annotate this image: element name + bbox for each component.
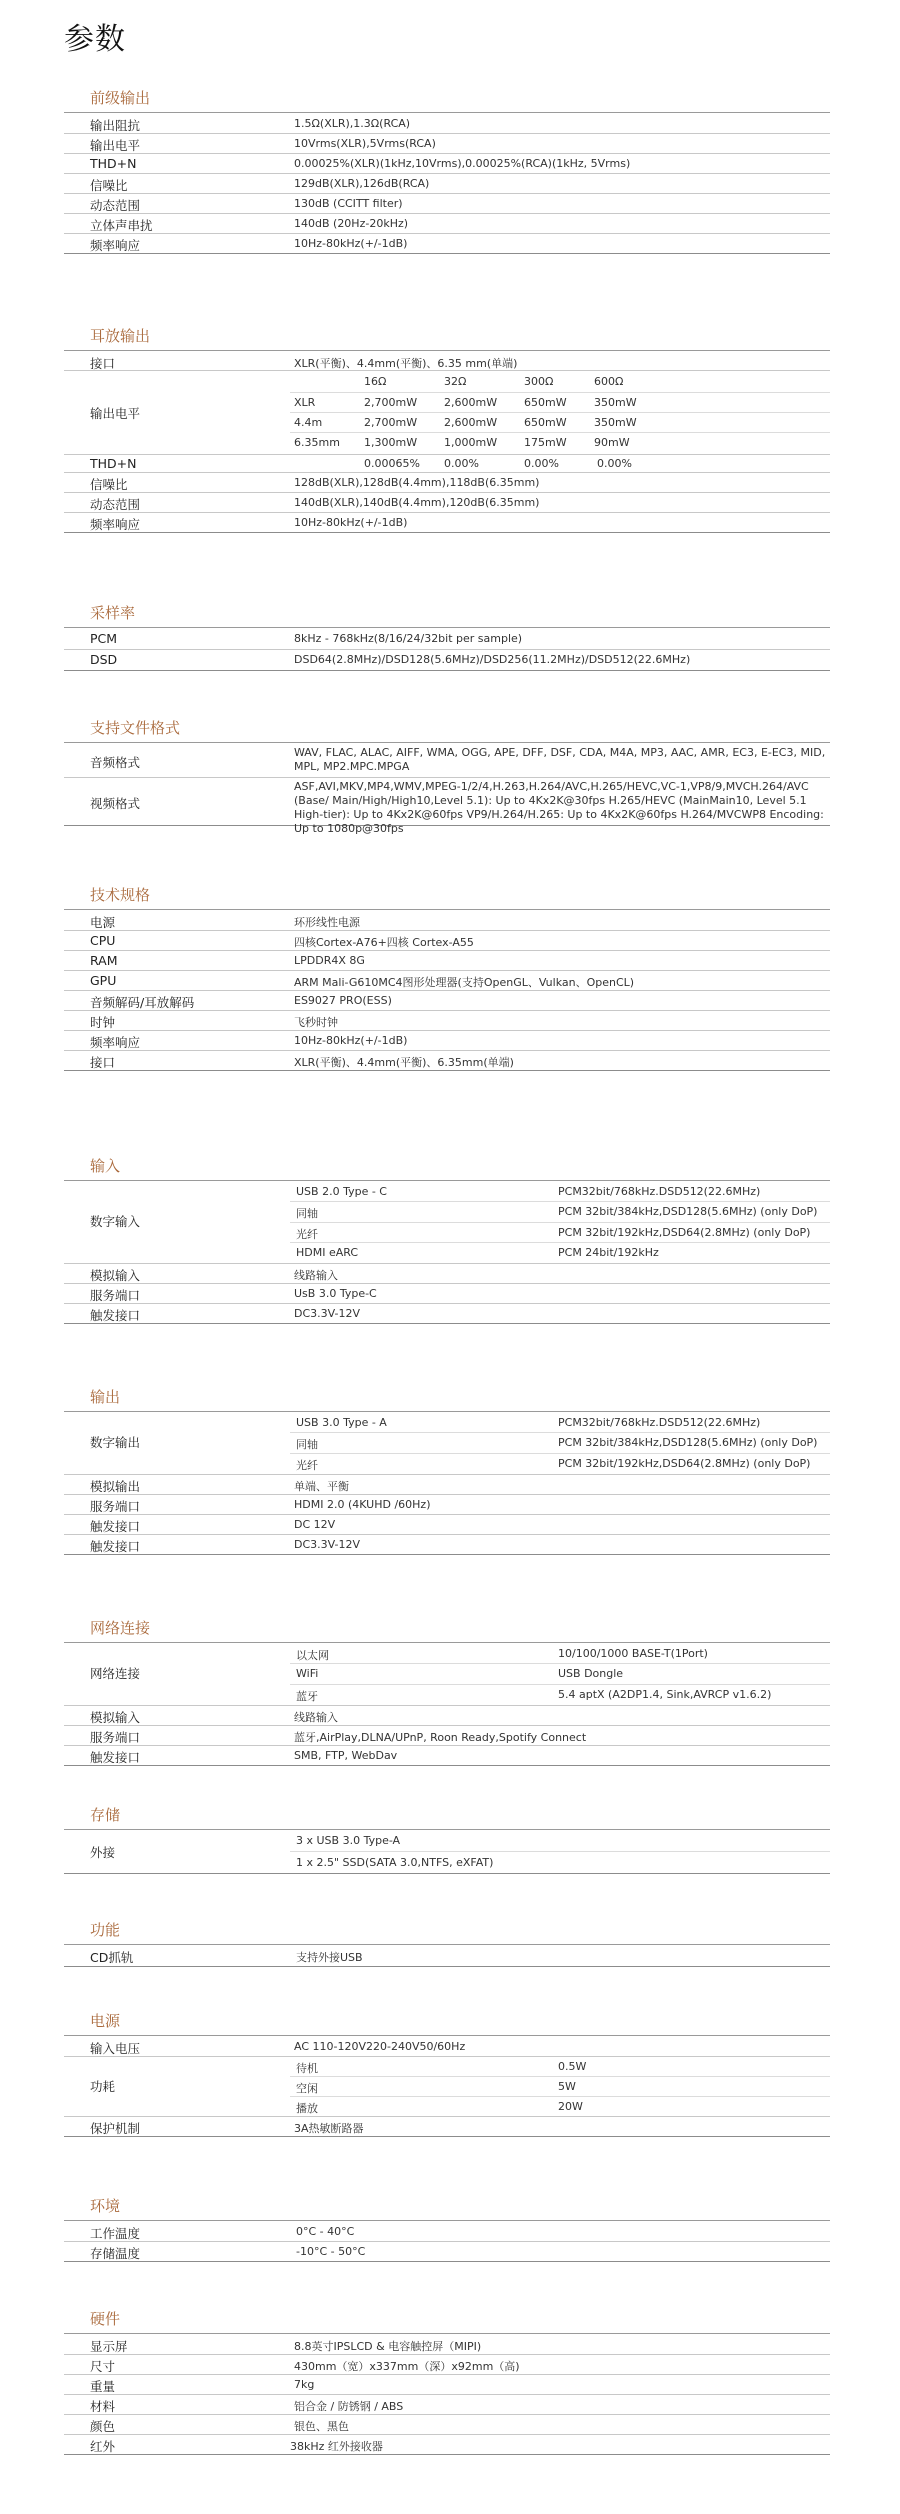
spec-row <box>64 1946 830 1967</box>
section-heading: 采样率 <box>90 604 136 622</box>
spec-label: 输出电平 <box>90 138 141 153</box>
spec-row <box>64 931 830 951</box>
spec-label: GPU <box>90 973 117 988</box>
power-mode: 播放 <box>296 2102 318 2115</box>
spec-row <box>64 2375 830 2395</box>
spec-value: 8kHz - 768kHz(8/16/24/32bit per sample) <box>294 632 523 645</box>
storage-group <box>64 1831 830 1874</box>
section-heading: 电源 <box>90 2012 121 2030</box>
spec-label: 功耗 <box>90 2079 116 2094</box>
table-header: 32Ω <box>444 375 467 388</box>
spec-value: DSD64(2.8MHz)/DSD128(5.6MHz)/DSD256(11.2MHz)/DSD512(22.6MHz) <box>294 653 691 666</box>
table-header: 300Ω <box>524 375 554 388</box>
spec-value: 线路输入 <box>294 1711 338 1724</box>
spec-value: 38kHz 红外接收器 <box>290 2440 383 2453</box>
spec-row <box>64 2242 830 2262</box>
spec-label: 服务端口 <box>90 1288 141 1303</box>
spec-value: 130dB (CCITT filter) <box>294 197 403 210</box>
spec-row <box>64 2222 830 2242</box>
power-watt: 20W <box>558 2100 583 2113</box>
port-name: USB 3.0 Type - A <box>296 1416 387 1429</box>
port-name: 同轴 <box>296 1438 318 1451</box>
spec-row <box>64 971 830 991</box>
spec-value: 单端、平衡 <box>294 1480 349 1493</box>
spec-value: 飞秒时钟 <box>294 1016 338 1029</box>
spec-value: 0°C - 40°C <box>296 2225 355 2238</box>
port-spec: PCM 32bit/384kHz,DSD128(5.6MHz) (only DoP) <box>558 1436 818 1449</box>
spec-label: 红外 <box>90 2439 116 2454</box>
spec-label: 尺寸 <box>90 2359 116 2374</box>
spec-label: PCM <box>90 631 118 646</box>
spec-row <box>64 991 830 1011</box>
spec-row <box>64 214 830 234</box>
table-cell: 350mW <box>594 396 637 409</box>
spec-row <box>64 513 830 533</box>
page-title: 参数 <box>64 22 126 57</box>
power-mode: 待机 <box>296 2062 318 2075</box>
spec-row <box>64 493 830 513</box>
spec-row <box>64 1051 830 1071</box>
spec-row <box>64 1304 830 1324</box>
output-level-table <box>64 371 830 455</box>
section-heading: 前级输出 <box>90 89 151 107</box>
spec-value: 10Hz-80kHz(+/-1dB) <box>294 516 408 529</box>
spec-value: 环形线性电源 <box>294 916 360 929</box>
port-name: 光纤 <box>296 1459 318 1472</box>
spec-value: 10Hz-80kHz(+/-1dB) <box>294 237 408 250</box>
spec-label: 输出阻抗 <box>90 118 141 133</box>
spec-value: DC 12V <box>294 1518 336 1531</box>
spec-value: -10°C - 50°C <box>296 2245 366 2258</box>
spec-value: XLR(平衡)、4.4mm(平衡)、6.35mm(单端) <box>294 1056 514 1069</box>
spec-value: 蓝牙,AirPlay,DLNA/UPnP, Roon Ready,Spotify Connect <box>294 1731 587 1744</box>
section-heading: 环境 <box>90 2197 121 2215</box>
digital-output-group <box>64 1413 830 1475</box>
spec-value: UsB 3.0 Type-C <box>294 1287 377 1300</box>
spec-row <box>64 744 830 778</box>
table-cell: 2,600mW <box>444 396 498 409</box>
spec-row <box>64 154 830 174</box>
network-name: 以太网 <box>296 1649 329 1662</box>
spec-label: 服务端口 <box>90 1730 141 1745</box>
spec-value: WAV, FLAC, ALAC, AIFF, WMA, OGG, APE, DFF, DSF, CDA, M4A, MP3, AAC, AMR, EC3, E-EC3, MID, MPL, MP2.MPC.MPGA <box>294 746 826 773</box>
spec-label: 数字输入 <box>90 1214 141 1229</box>
spec-label: 模拟输入 <box>90 1710 141 1725</box>
spec-row <box>64 1475 830 1495</box>
spec-label: 频率响应 <box>90 238 141 253</box>
spec-value: 128dB(XLR),128dB(4.4mm),118dB(6.35mm) <box>294 476 540 489</box>
spec-value: ES9027 PRO(ESS) <box>294 994 392 1007</box>
spec-row <box>64 1495 830 1515</box>
table-cell: 6.35mm <box>294 436 340 449</box>
spec-label: 模拟输出 <box>90 1479 141 1494</box>
spec-label: 材料 <box>90 2399 116 2414</box>
spec-label: 视频格式 <box>90 796 141 811</box>
network-spec: 5.4 aptX (A2DP1.4, Sink,AVRCP v1.6.2) <box>558 1688 772 1701</box>
spec-value: 0.00025%(XLR)(1kHz,10Vrms),0.00025%(RCA)(1kHz, 5Vrms) <box>294 157 631 170</box>
spec-value: 线路输入 <box>294 1269 338 1282</box>
spec-value: ASF,AVI,MKV,MP4,WMV,MPEG-1/2/4,H.263,H.264/AVC,H.265/HEVC,VC-1,VP8/9,MVCH.264/AVC (Base/ Main/High/High10,Level 5.1): Up to 4Kx2K@30fps H.265/HEVC (MainMain10, Level 5.1 High-tier): Up to 4Kx2K@60fps VP9/H.264/H.265: Up to 4Kx2K@60fps H.264/MVCWP8 Encoding: Up to 1080p@30fps <box>294 780 824 835</box>
spec-row <box>64 2435 830 2455</box>
table-cell: 0.00% <box>597 457 632 470</box>
spec-row <box>64 134 830 154</box>
section-heading: 输入 <box>90 1157 121 1175</box>
table-header: 16Ω <box>364 375 387 388</box>
network-name: WiFi <box>296 1667 319 1680</box>
spec-row <box>64 1011 830 1031</box>
spec-row <box>64 1515 830 1535</box>
port-spec: PCM 32bit/192kHz,DSD64(2.8MHz) (only DoP) <box>558 1226 811 1239</box>
spec-label: 立体声串扰 <box>90 218 153 233</box>
spec-value: 140dB (20Hz-20kHz) <box>294 217 409 230</box>
spec-row <box>64 352 830 371</box>
port-name: 光纤 <box>296 1228 318 1241</box>
section-heading: 存储 <box>90 1806 121 1824</box>
table-cell: 1,000mW <box>444 436 498 449</box>
spec-label: CPU <box>90 933 116 948</box>
network-spec: USB Dongle <box>558 1667 624 1680</box>
spec-label: 触发接口 <box>90 1308 141 1323</box>
section-heading: 技术规格 <box>90 886 151 904</box>
spec-label: 工作温度 <box>90 2226 141 2241</box>
spec-value: 140dB(XLR),140dB(4.4mm),120dB(6.35mm) <box>294 496 540 509</box>
digital-input-group <box>64 1182 830 1264</box>
spec-value: DC3.3V-12V <box>294 1307 361 1320</box>
section-environment <box>64 2195 830 2275</box>
spec-label: 频率响应 <box>90 1035 141 1050</box>
table-cell: 0.00065% <box>364 457 420 470</box>
section-tech-specs <box>64 884 830 1084</box>
table-cell: 2,600mW <box>444 416 498 429</box>
table-cell: 90mW <box>594 436 630 449</box>
spec-label: 外接 <box>90 1845 116 1860</box>
spec-label: 时钟 <box>90 1015 116 1030</box>
section-heading: 支持文件格式 <box>90 719 181 737</box>
spec-label: 保护机制 <box>90 2121 141 2136</box>
section-output <box>64 1386 830 1566</box>
spec-value: 3A热敏断路器 <box>294 2122 364 2135</box>
port-name: USB 2.0 Type - C <box>296 1185 387 1198</box>
spec-row <box>64 194 830 214</box>
spec-row <box>64 1284 830 1304</box>
spec-label: 触发接口 <box>90 1750 141 1765</box>
spec-label: 服务端口 <box>90 1499 141 1514</box>
storage-item: 1 x 2.5" SSD(SATA 3.0,NTFS, eXFAT) <box>296 1856 494 1869</box>
power-watt: 5W <box>558 2080 576 2093</box>
spec-label: 触发接口 <box>90 1539 141 1554</box>
spec-value: 10Hz-80kHz(+/-1dB) <box>294 1034 408 1047</box>
network-group <box>64 1644 830 1706</box>
port-spec: PCM 32bit/384kHz,DSD128(5.6MHz) (only DoP) <box>558 1205 818 1218</box>
spec-label: CD抓轨 <box>90 1950 134 1965</box>
spec-value: 8.8英寸IPSLCD & 电容触控屏（MIPI) <box>294 2340 482 2353</box>
section-input <box>64 1155 830 1335</box>
spec-row <box>64 1535 830 1555</box>
spec-row <box>64 2355 830 2375</box>
spec-label: 接口 <box>90 1055 116 1070</box>
spec-row <box>64 234 830 254</box>
spec-value: DC3.3V-12V <box>294 1538 361 1551</box>
spec-value: 支持外接USB <box>296 1951 363 1964</box>
spec-label: 触发接口 <box>90 1519 141 1534</box>
spec-row <box>64 2415 830 2435</box>
spec-label: 重量 <box>90 2379 116 2394</box>
spec-label: 存储温度 <box>90 2246 141 2261</box>
table-cell: 2,700mW <box>364 396 418 409</box>
port-name: HDMI eARC <box>296 1246 359 1259</box>
spec-label: 输入电压 <box>90 2041 141 2056</box>
spec-value: 129dB(XLR),126dB(RCA) <box>294 177 430 190</box>
spec-row <box>64 2037 830 2057</box>
spec-label: 信噪比 <box>90 178 128 193</box>
section-heading: 耳放输出 <box>90 327 151 345</box>
spec-label: 动态范围 <box>90 198 141 213</box>
spec-label: 显示屏 <box>90 2339 128 2354</box>
table-cell: 1,300mW <box>364 436 418 449</box>
spec-row <box>64 2335 830 2355</box>
spec-label: THD+N <box>90 456 137 471</box>
section-power <box>64 2010 830 2150</box>
spec-label: 电源 <box>90 915 116 930</box>
port-spec: PCM 32bit/192kHz,DSD64(2.8MHz) (only DoP) <box>558 1457 811 1470</box>
spec-row <box>64 1031 830 1051</box>
spec-row <box>64 473 830 493</box>
section-heading: 功能 <box>90 1921 121 1939</box>
table-cell: 650mW <box>524 416 567 429</box>
spec-value: 430mm（宽）x337mm（深）x92mm（高) <box>294 2360 520 2373</box>
power-mode: 空闲 <box>296 2082 318 2095</box>
spec-value: 铝合金 / 防锈钢 / ABS <box>294 2400 404 2413</box>
spec-row <box>64 951 830 971</box>
spec-label: DSD <box>90 652 118 667</box>
spec-row <box>64 1264 830 1284</box>
spec-value: 10Vrms(XLR),5Vrms(RCA) <box>294 137 436 150</box>
spec-value: AC 110-120V220-240V50/60Hz <box>294 2040 466 2053</box>
spec-label: 输出电平 <box>90 406 141 421</box>
spec-row <box>64 1746 830 1766</box>
section-headphone-output <box>64 325 830 545</box>
section-functions <box>64 1919 830 1979</box>
spec-value: 1.5Ω(XLR),1.3Ω(RCA) <box>294 117 411 130</box>
spec-row <box>64 2117 830 2137</box>
power-consumption-group <box>64 2057 830 2117</box>
table-cell: 0.00% <box>444 457 479 470</box>
spec-row <box>64 650 830 671</box>
spec-row <box>64 629 830 650</box>
port-spec: PCM32bit/768kHz.DSD512(22.6MHz) <box>558 1416 761 1429</box>
storage-item: 3 x USB 3.0 Type-A <box>296 1834 401 1847</box>
spec-label: THD+N <box>90 156 137 171</box>
section-file-formats <box>64 717 830 837</box>
table-cell: XLR <box>294 396 316 409</box>
spec-value: XLR(平衡)、4.4mm(平衡)、6.35 mm(单端) <box>294 357 518 370</box>
table-cell: 4.4m <box>294 416 323 429</box>
spec-label: 信噪比 <box>90 477 128 492</box>
power-watt: 0.5W <box>558 2060 587 2073</box>
spec-row <box>64 778 830 835</box>
section-heading: 网络连接 <box>90 1619 151 1637</box>
table-header: 600Ω <box>594 375 624 388</box>
spec-value: ARM Mali-G610MC4图形处理器(支持OpenGL、Vulkan、OpenCL) <box>294 976 635 989</box>
spec-label: 接口 <box>90 356 116 371</box>
section-storage <box>64 1804 830 1884</box>
spec-label: 网络连接 <box>90 1666 141 1681</box>
spec-label: 数字输出 <box>90 1435 141 1450</box>
spec-label: 音频解码/耳放解码 <box>90 995 195 1010</box>
port-name: 同轴 <box>296 1207 318 1220</box>
port-spec: PCM32bit/768kHz.DSD512(22.6MHz) <box>558 1185 761 1198</box>
table-cell: 650mW <box>524 396 567 409</box>
section-network <box>64 1617 830 1797</box>
table-cell: 0.00% <box>524 457 559 470</box>
spec-label: 模拟输入 <box>90 1268 141 1283</box>
spec-value: 四核Cortex-A76+四核 Cortex-A55 <box>294 936 474 949</box>
network-name: 蓝牙 <box>296 1690 318 1703</box>
section-sample-rate <box>64 602 830 682</box>
spec-row <box>64 114 830 134</box>
spec-value: 7kg <box>294 2378 315 2391</box>
spec-value: HDMI 2.0 (4KUHD /60Hz) <box>294 1498 431 1511</box>
spec-row <box>64 1706 830 1726</box>
spec-label: 动态范围 <box>90 497 141 512</box>
table-cell: 2,700mW <box>364 416 418 429</box>
spec-value: 银色、黑色 <box>294 2420 349 2433</box>
spec-row <box>64 1726 830 1746</box>
table-cell: 350mW <box>594 416 637 429</box>
spec-row <box>64 174 830 194</box>
section-preamp-output <box>64 82 830 262</box>
table-cell: 175mW <box>524 436 567 449</box>
section-hardware <box>64 2308 830 2468</box>
spec-label: RAM <box>90 953 118 968</box>
spec-row <box>64 2395 830 2415</box>
spec-row <box>64 455 830 473</box>
port-spec: PCM 24bit/192kHz <box>558 1246 659 1259</box>
spec-value: SMB, FTP, WebDav <box>294 1749 398 1762</box>
spec-label: 频率响应 <box>90 517 141 532</box>
network-spec: 10/100/1000 BASE-T(1Port) <box>558 1647 708 1660</box>
spec-row <box>64 911 830 931</box>
spec-value: LPDDR4X 8G <box>294 954 365 967</box>
section-heading: 输出 <box>90 1388 121 1406</box>
spec-label: 音频格式 <box>90 755 141 770</box>
spec-label: 颜色 <box>90 2419 116 2434</box>
section-heading: 硬件 <box>90 2310 121 2328</box>
